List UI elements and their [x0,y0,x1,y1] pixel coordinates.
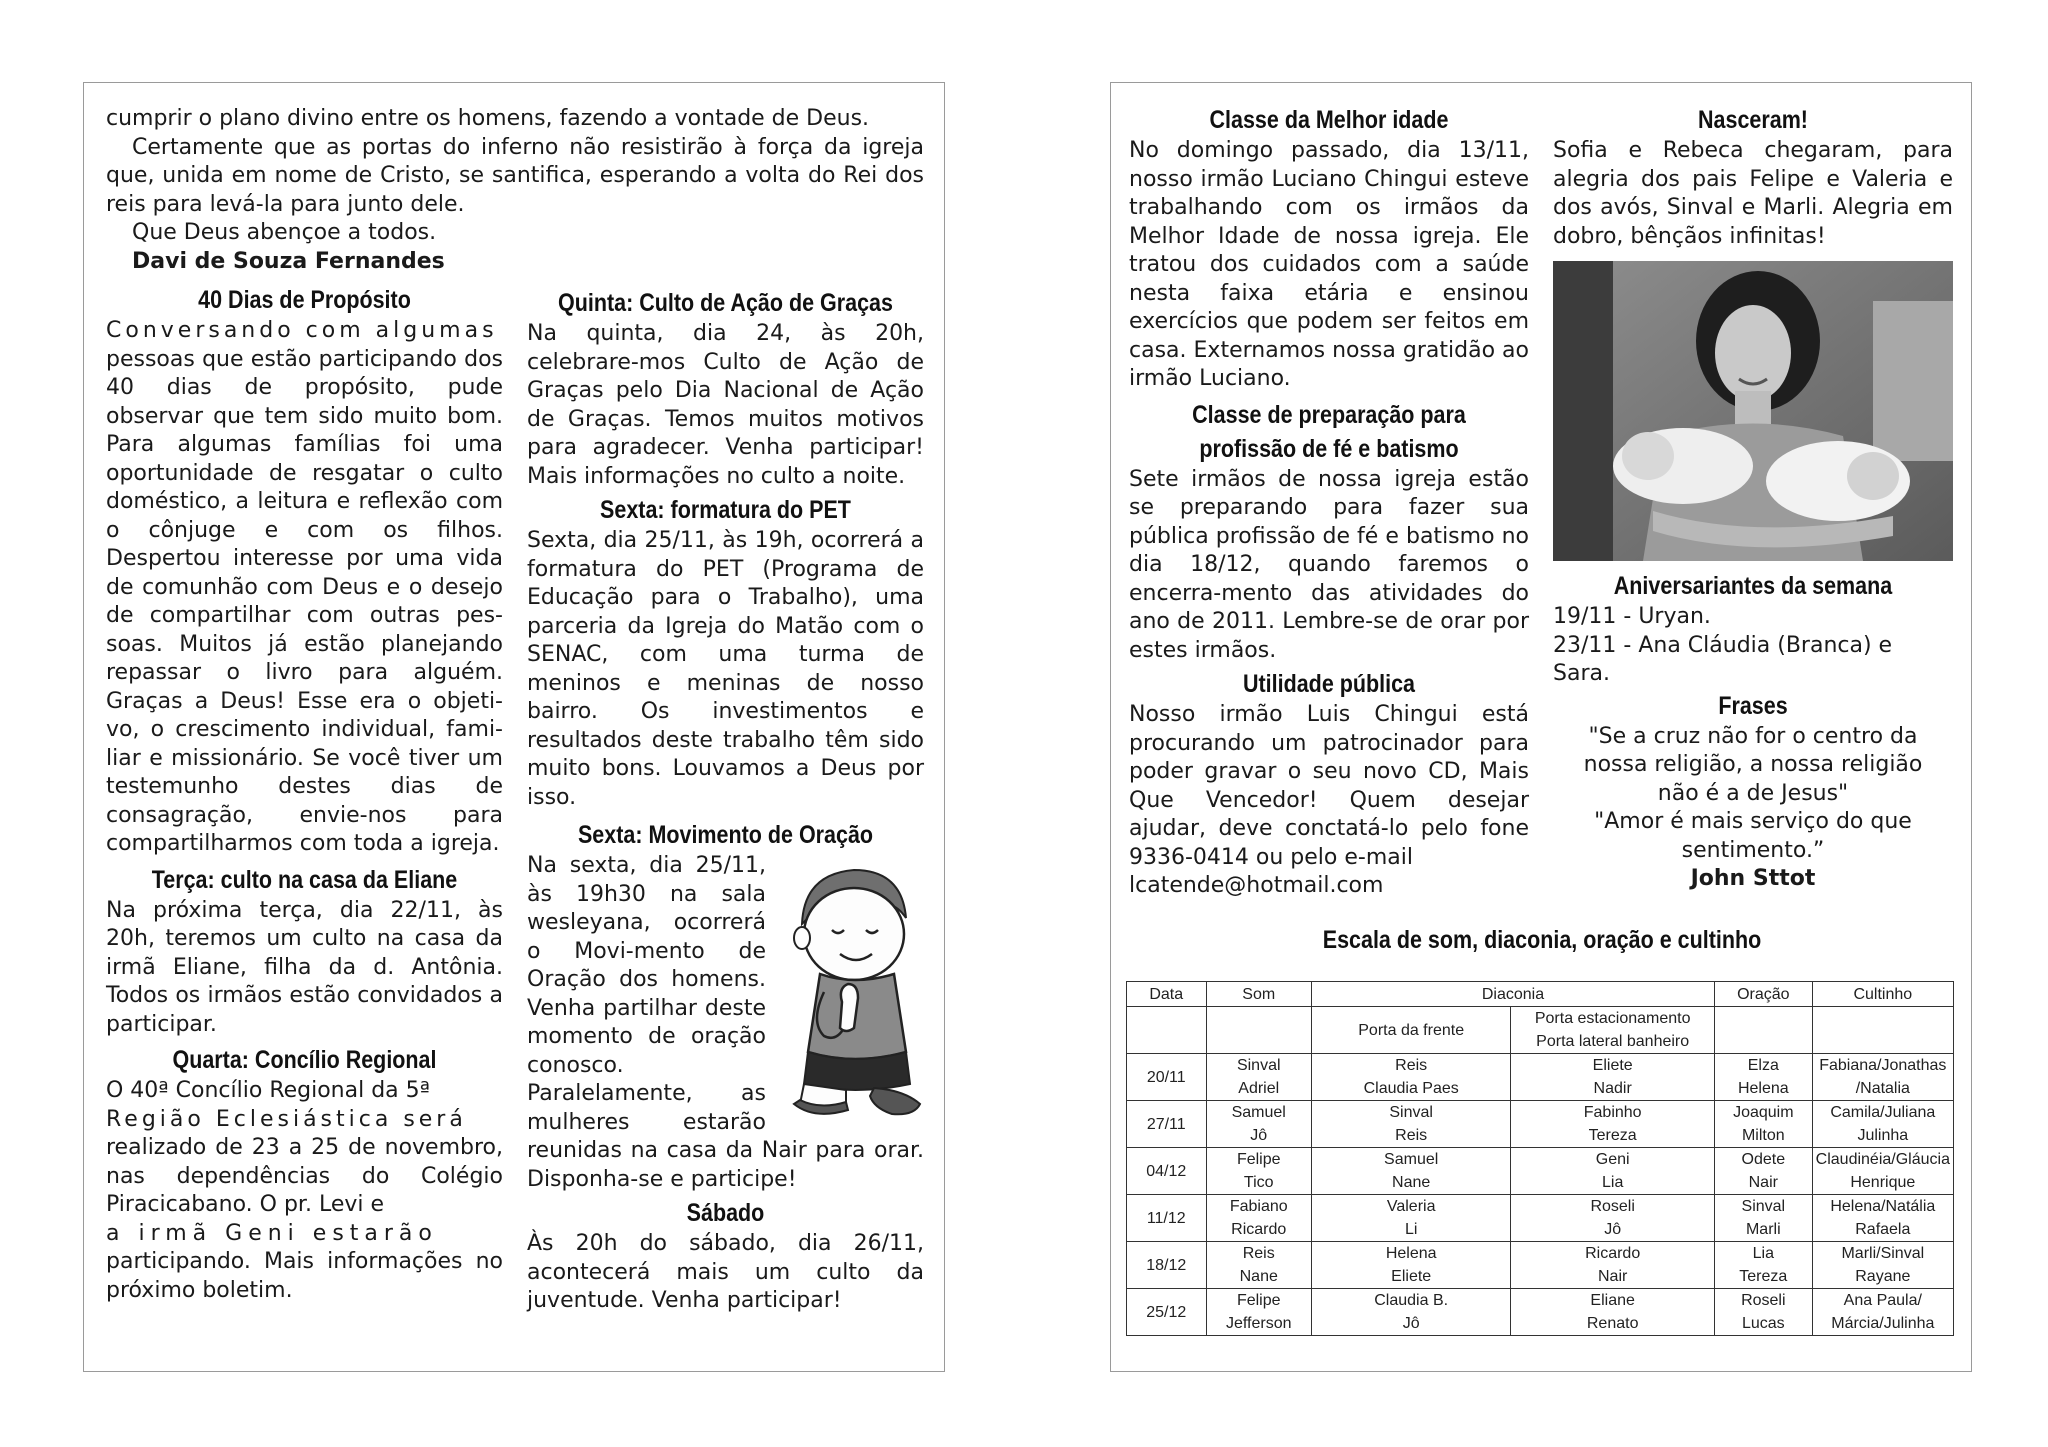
quarta-line-2: Região Eclesiástica será [106,1106,467,1132]
porta-frente-cell [1311,1101,1510,1148]
data-cell [1127,1242,1207,1289]
quinta-body: Na quinta, dia 24, às 20h, celebrare-mos Culto de Ação de Graças pelo Dia Nacional de Ação de Graças. Temos muitos motivos para agradecer. Venha participar! Mais informações no culto a noite. [527,321,924,489]
cultinho-cell-value: Marli/Sinval [1841,1245,1925,1262]
oracao-cell-value: Helena [1737,1080,1789,1097]
porta-estacionamento-cell-value: Geni [1595,1151,1630,1168]
cultinho-cell-value: Fabiana/Jonathas [1819,1057,1947,1074]
escala-row [1127,1242,1954,1289]
oracao-cell-value: Tereza [1739,1268,1788,1285]
right-page [1110,82,1972,1372]
porta-estacionamento-cell [1511,1054,1715,1101]
melhor-idade-title: Classe da Melhor idade [1209,106,1449,134]
porta-frente-cell-value: Reis [1395,1127,1428,1144]
pet-body: Sexta, dia 25/11, às 19h, ocorrerá a formatura do PET (Programa de Educação para o Trabalho), uma parceria da Igreja do Matão com o SENAC, com uma turma de meninos e meninas de nosso bairro. Os investimentos e resultados deste trabalho têm sido muito bons. Louvamos a Deus por isso. [527,528,924,810]
intro-blessing: Que Deus abençoe a todos. [132,220,437,245]
intro-paragraph-2: Certamente que as portas do inferno não resistirão à força da igreja que, unida em nome de Cristo, se santifica, esperando a volta do Rei dos reis para levá-la para junto dele. [106,134,924,217]
oracao-cell-value: Roseli [1741,1292,1786,1309]
oracao-cell-value: Marli [1745,1221,1781,1238]
oracao-cell [1714,1195,1812,1242]
som-cell-value: Adriel [1238,1080,1280,1097]
quarta-line-1: O 40ª Concílio Regional da 5ª [106,1078,431,1103]
cultinho-cell-value: Ana Paula/ [1843,1292,1922,1309]
quarta-line-3: realizado de 23 a 25 de novembro, nas dependências do Colégio Piracicabano. O pr. Levi e [106,1135,503,1217]
som-cell-value: Jô [1250,1127,1268,1144]
utilidade-body: Nosso irmão Luis Chingui está procurando um patrocinador para poder gravar o seu novo CD, Mais Que Vencedor! Quem desejar ajudar, deve conctatá-lo pelo fone 9336-0414 ou pelo e-mail [1129,702,1529,870]
som-cell-value: Fabiano [1229,1198,1288,1215]
data-cell [1127,1289,1207,1336]
escala-row [1127,1101,1954,1148]
som-cell [1206,1101,1311,1148]
porta-frente-cell-value: Sinval [1389,1104,1433,1121]
cultinho-cell-value: Rayane [1855,1268,1911,1285]
porta-estacionamento-cell-value: Nadir [1593,1080,1632,1097]
som-cell-value: Reis [1242,1245,1275,1262]
porta-estacionamento-cell-value: Roseli [1590,1198,1635,1215]
escala-row [1127,1195,1954,1242]
oracao-cell-value: Odete [1741,1151,1786,1168]
left-column-2 [527,286,924,1316]
subheader-porta-estacionamento [1511,1007,1715,1054]
som-cell-value: Felipe [1236,1151,1281,1168]
data-cell-value: 25/12 [1146,1303,1187,1321]
som-cell-value: Nane [1239,1268,1278,1285]
oracao-cell-value: Milton [1741,1127,1785,1144]
oracao-cell [1714,1289,1812,1336]
melhor-idade-body: No domingo passado, dia 13/11, nosso irmão Luciano Chingui esteve trabalhando com os irmãos da Melhor Idade de nossa igreja. Ele tratou dos cuidados com a saúde nesta faixa etária e ensinou exercícios que podem ser feitos em casa. Externamos nossa gratidão ao irmão Luciano. [1129,138,1529,391]
porta-estacionamento-cell-value: Fabinho [1583,1104,1642,1121]
quarta-title: Quarta: Concílio Regional [172,1046,437,1074]
cultinho-cell-value: Márcia/Julinha [1831,1315,1935,1332]
porta-frente-cell-value: Eliete [1391,1268,1432,1285]
data-cell-value: 27/11 [1146,1115,1186,1133]
porta-estacionamento-cell [1511,1148,1715,1195]
escala-row [1127,1148,1954,1195]
cultinho-cell [1812,1148,1953,1195]
header-cultinho: Cultinho [1812,982,1953,1007]
oracao-cell [1714,1148,1812,1195]
dias-title: 40 Dias de Propósito [198,286,411,314]
cultinho-cell-value: Henrique [1850,1174,1916,1191]
pet-title: Sexta: formatura do PET [600,496,851,524]
porta-frente-cell [1311,1289,1510,1336]
header-data: Data [1127,982,1207,1007]
som-cell-value: Ricardo [1231,1221,1287,1238]
data-cell [1127,1054,1207,1101]
escala-body [1127,1054,1954,1336]
preparacao-title-line-2: profissão de fé e batismo [1199,434,1459,463]
escala-table [1126,981,1954,1336]
porta-frente-cell [1311,1242,1510,1289]
intro-paragraph-1: cumprir o plano divino entre os homens, fazendo a vontade de Deus. [106,106,870,131]
porta-estacionamento-cell [1511,1289,1715,1336]
utilidade-title: Utilidade pública [1242,670,1416,698]
cultinho-cell [1812,1195,1953,1242]
quinta-title: Quinta: Culto de Ação de Graças [558,289,893,317]
som-cell [1206,1054,1311,1101]
porta-frente-cell-value: Reis [1395,1057,1428,1074]
header-som: Som [1206,982,1311,1007]
porta-estacionamento-cell-value: Jô [1604,1221,1622,1238]
oracao-body: Na sexta, dia 25/11, às 19h30 na sala wesleyana, ocorrerá o Movi-mento de Oração dos homens. Venha partilhar deste momento de oração conosco. Paralelamente, as mulheres estarão reunidas na casa da Nair para orar. Disponha-se e participe! [527,853,924,1192]
escala-title: Escala de som, diaconia, oração e cultinho [1322,926,1762,954]
praying-boy-illustration [774,852,924,1122]
som-cell [1206,1148,1311,1195]
porta-frente-cell-value: Claudia B. [1374,1292,1449,1309]
escala-row [1127,1054,1954,1101]
cultinho-cell-value: /Natalia [1855,1080,1910,1097]
preparacao-body: Sete irmãos de nossa igreja estão se preparando para fazer sua pública profissão de fé e batismo no dia 18/12, quando faremos o encerra-mento das atividades do ano de 2011. Lembre-se de orar por estes irmãos. [1129,466,1529,663]
right-column-1 [1129,103,1529,901]
subheader-empty-data [1127,1007,1207,1054]
porta-frente-cell-value: Valeria [1386,1198,1436,1215]
quarta-line-4: a irmã Geni estarão [106,1220,438,1246]
som-cell-value: Jefferson [1225,1315,1292,1332]
escala-subheader-row [1127,1007,1954,1054]
porta-frente-cell-value: Jô [1402,1315,1420,1332]
subheader-empty-cultinho [1812,1007,1953,1054]
header-diaconia: Diaconia [1311,982,1714,1007]
porta-estacionamento-cell-value: Lia [1601,1174,1624,1191]
escala-row [1127,1289,1954,1336]
frase-1: "Se a cruz não for o centro da nossa religião, a nossa religião não é a de Jesus" [1583,723,1923,806]
data-cell-value: 18/12 [1146,1256,1187,1274]
som-cell-value: Sinval [1236,1057,1281,1074]
left-column-1 [106,283,503,1305]
cultinho-cell [1812,1101,1953,1148]
porta-estacionamento-cell-value: Ricardo [1585,1245,1641,1262]
porta-frente-cell-value: Nane [1392,1174,1431,1191]
data-cell-value: 11/12 [1146,1209,1186,1227]
header-oracao: Oração [1714,982,1812,1007]
cultinho-cell [1812,1054,1953,1101]
cultinho-cell-value: Julinha [1857,1127,1909,1144]
porta-lateral-label: Porta lateral banheiro [1536,1033,1690,1050]
escala-header-row [1127,982,1954,1007]
porta-estacionamento-cell-value: Eliete [1592,1057,1633,1074]
oracao-cell [1714,1242,1812,1289]
porta-frente-cell [1311,1148,1510,1195]
intro-block [106,105,924,276]
porta-estacionamento-cell-value: Eliane [1590,1292,1635,1309]
subheader-empty-oracao [1714,1007,1812,1054]
aniversariantes-title: Aniversariantes da semana [1613,572,1893,600]
cultinho-cell [1812,1289,1953,1336]
porta-frente-cell [1311,1195,1510,1242]
oracao-cell-value: Joaquim [1733,1104,1794,1121]
som-cell-value: Tico [1243,1174,1274,1191]
frase-2: "Amor é mais serviço do que sentimento.” [1594,809,1912,863]
som-cell [1206,1195,1311,1242]
quarta-line-5: participando. Mais informações no próximo boletim. [106,1249,503,1303]
oracao-cell-value: Elza [1747,1057,1779,1074]
terca-title: Terça: culto na casa da Eliane [151,865,458,894]
data-cell [1127,1101,1207,1148]
sabado-body: Às 20h do sábado, dia 26/11, acontecerá mais um culto da juventude. Venha participar! [527,1231,924,1313]
subheader-porta-frente [1311,1007,1510,1054]
cultinho-cell-value: Rafaela [1855,1221,1911,1238]
sabado-title: Sábado [686,1199,765,1227]
data-cell [1127,1148,1207,1195]
oracao-cell [1714,1054,1812,1101]
preparacao-title-line-1: Classe de preparação para [1192,400,1466,429]
right-column-2 [1553,103,1953,894]
porta-estacionamento-cell [1511,1195,1715,1242]
som-cell-value: Felipe [1236,1292,1281,1309]
porta-frente-label: Porta da frente [1358,1021,1465,1039]
oracao-cell-value: Nair [1748,1174,1778,1191]
porta-frente-cell-value: Helena [1385,1245,1437,1262]
frase-author: John Sttot [1690,866,1816,891]
porta-estacionamento-label: Porta estacionamento [1534,1010,1691,1027]
intro-author: Davi de Souza Fernandes [132,248,445,274]
nasceram-title: Nasceram! [1698,106,1808,134]
porta-frente-cell [1311,1054,1510,1101]
som-cell [1206,1289,1311,1336]
utilidade-email: lcatende@hotmail.com [1129,873,1384,898]
porta-frente-cell-value: Samuel [1384,1151,1439,1168]
frases-title: Frases [1718,691,1788,720]
aniversariante-2: 23/11 - Ana Cláudia (Branca) e Sara. [1553,632,1893,686]
mother-with-twins-photo [1553,261,1953,561]
left-page [83,82,945,1372]
dias-lead: Conversando com algumas [106,318,498,343]
oracao-title: Sexta: Movimento de Oração [577,821,874,849]
som-cell [1206,1242,1311,1289]
porta-estacionamento-cell [1511,1242,1715,1289]
cultinho-cell-value: Camila/Juliana [1830,1104,1936,1121]
cultinho-cell-value: Helena/Natália [1830,1198,1936,1215]
porta-estacionamento-cell-value: Nair [1598,1268,1628,1285]
porta-estacionamento-cell-value: Tereza [1588,1127,1637,1144]
data-cell-value: 04/12 [1146,1162,1187,1180]
terca-body: Na próxima terça, dia 22/11, às 20h, teremos um culto na casa da irmã Eliane, filha da d. Antônia. Todos os irmãos estão convidados a participar. [106,897,503,1037]
porta-estacionamento-cell-value: Renato [1586,1315,1639,1332]
nasceram-body: Sofia e Rebeca chegaram, para alegria dos pais Felipe e Valeria e dos avós, Sinval e Marli. Alegria em dobro, bênçãos infinitas! [1553,138,1953,249]
oracao-cell-value: Lucas [1741,1315,1785,1332]
oracao-cell-value: Lia [1752,1245,1774,1262]
oracao-cell [1714,1101,1812,1148]
porta-frente-cell-value: Li [1404,1221,1418,1238]
aniversariante-1: 19/11 - Uryan. [1553,604,1711,629]
cultinho-cell [1812,1242,1953,1289]
oracao-cell-value: Sinval [1741,1198,1786,1215]
data-cell-value: 20/11 [1146,1068,1186,1086]
dias-body: pessoas que estão participando dos 40 dias de propósito, pude observar que tem sido muito bom. Para algumas famílias foi uma oportunidade de resgatar o culto doméstico, a leitura e reflexão com o cônjuge e com os filhos. Despertou interesse por uma vida de comunhão com Deus e o desejo de compartilhar com outras pes-soas. Muitos já estão planejando repassar o livro para alguém. Graças a Deus! Esse era o objeti-vo, o crescimento individual, fami-liar e missionário. Se você tiver um testemunho destes dias de consagração, envie-nos para compartilharmos com toda a igreja. [106,346,503,856]
data-cell [1127,1195,1207,1242]
porta-frente-cell-value: Claudia Paes [1363,1080,1459,1097]
cultinho-cell-value: Claudinéia/Gláucia [1815,1151,1950,1168]
porta-estacionamento-cell [1511,1101,1715,1148]
subheader-empty-som [1206,1007,1311,1054]
som-cell-value: Samuel [1231,1104,1286,1121]
